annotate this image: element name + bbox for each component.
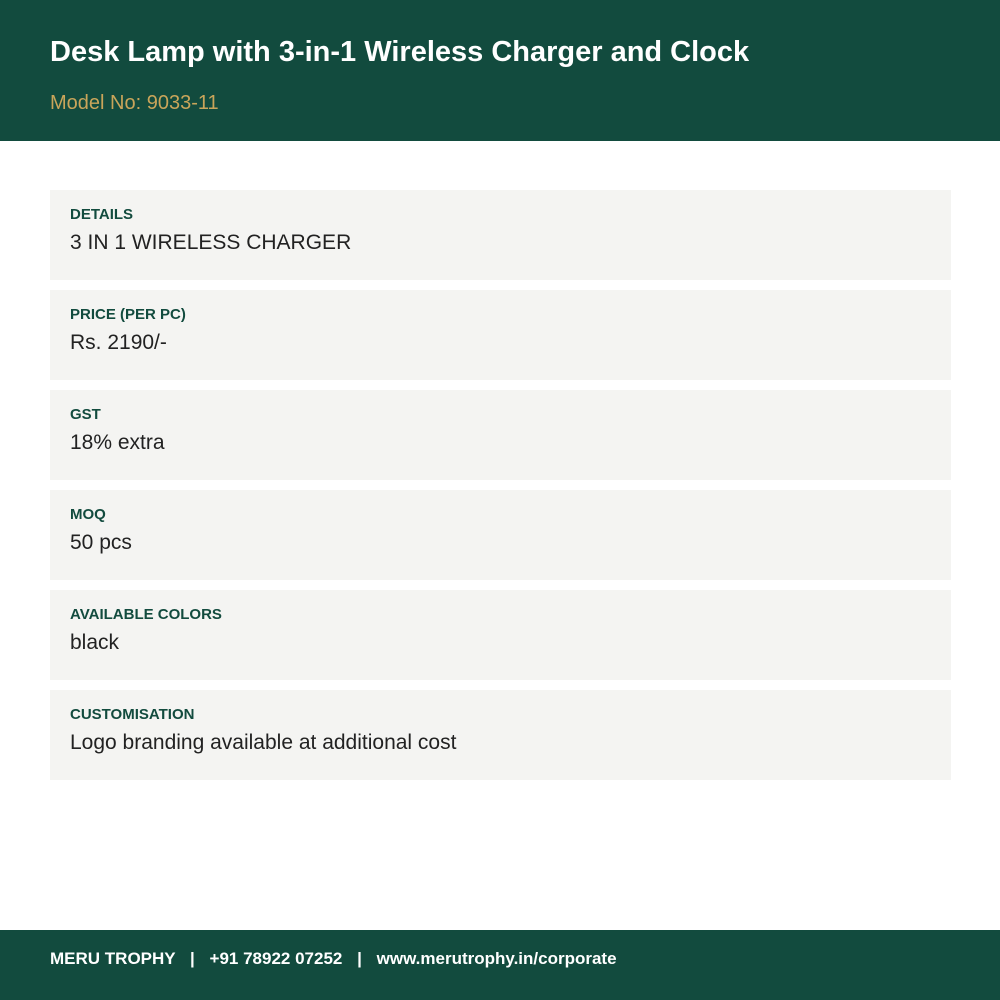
spec-label: GST — [70, 406, 101, 423]
spec-list — [50, 190, 951, 790]
spec-card-colors — [50, 590, 951, 680]
spec-card-customisation — [50, 690, 951, 780]
header-banner — [0, 0, 1000, 141]
footer-separator: | — [357, 949, 362, 968]
spec-label: DETAILS — [70, 206, 134, 223]
spec-value: 3 IN 1 WIRELESS CHARGER — [70, 231, 352, 254]
spec-label: CUSTOMISATION — [70, 706, 195, 723]
spec-card-gst — [50, 390, 951, 480]
spec-value: black — [70, 631, 120, 654]
spec-value: Rs. 2190/- — [70, 331, 167, 354]
spec-value: 50 pcs — [70, 531, 132, 554]
model-number: Model No: 9033-11 — [50, 92, 219, 114]
spec-card-moq — [50, 490, 951, 580]
footer-website-link[interactable]: www.merutrophy.in/corporate — [376, 949, 617, 968]
footer-contact — [50, 948, 617, 970]
spec-label: AVAILABLE COLORS — [70, 606, 222, 623]
spec-card-details — [50, 190, 951, 280]
spec-card-price — [50, 290, 951, 380]
footer-separator: | — [190, 949, 195, 968]
footer-brand: MERU TROPHY — [50, 949, 176, 968]
product-title: Desk Lamp with 3-in-1 Wireless Charger and Clock — [50, 36, 750, 68]
spec-label: MOQ — [70, 506, 106, 523]
spec-value: Logo branding available at additional cost — [70, 731, 457, 754]
spec-label: PRICE (PER PC) — [70, 306, 186, 323]
footer-phone: +91 78922 07252 — [209, 949, 343, 968]
spec-value: 18% extra — [70, 431, 165, 454]
